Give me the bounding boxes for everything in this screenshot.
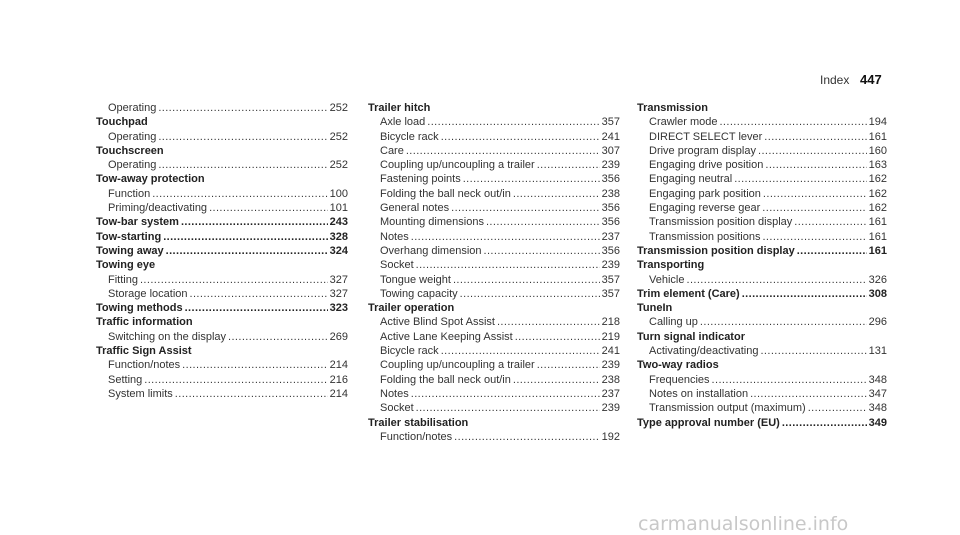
index-entry [96,101,348,115]
index-entry [96,144,348,173]
index-subentry-page-number: 162 [868,187,887,200]
index-heading-line [637,244,887,258]
index-entry [96,230,348,244]
index-subentry-line [368,201,620,215]
index-heading: Traffic information [96,316,193,329]
index-subentry-label: Notes on installation [649,387,749,400]
index-subentry-line [96,158,348,172]
index-subentry-page-number: 162 [868,202,887,215]
index-subentry-page-number: 160 [868,144,887,157]
index-subentry-label: Operating [108,130,157,143]
index-subentry-line [96,187,348,201]
dot-leader [537,358,600,372]
dot-leader [700,315,867,329]
index-subentry-page-number: 252 [329,102,348,114]
index-subentry-page-number: 356 [601,202,620,215]
dot-leader [712,373,867,387]
index-subentry-page-number: 357 [601,273,620,286]
index-subentry-label: Bicycle rack [380,130,439,143]
index-subentry-line [637,201,887,215]
index-subentry-line [368,187,620,201]
index-subentry-line [368,215,620,229]
dot-leader [411,387,600,401]
index-subentry-label: Engaging neutral [649,173,733,186]
index-subentry-page-number: 238 [601,373,620,386]
index-subentry-line [637,130,887,144]
watermark: carmanualsonline.info [638,513,849,535]
dot-leader [515,330,600,344]
index-subentry-page-number: 239 [601,259,620,272]
index-subentry-line [96,273,348,287]
index-heading: Turn signal indicator [637,330,745,343]
index-subentry-page-number: 237 [601,230,620,243]
index-subentry-line [368,130,620,144]
index-subentry-page-number: 239 [601,402,620,415]
index-heading: Tow-away protection [96,173,205,186]
index-heading-label: Transmission position display [637,244,795,257]
index-heading-label: Tow-bar system [96,216,179,229]
index-subentry-line [637,344,887,358]
index-subentry-line [96,358,348,372]
section-label: Index [820,73,850,87]
index-entry [637,416,887,430]
index-subentry-line [368,144,620,158]
dot-leader [158,101,327,115]
index-subentry-page-number: 218 [601,316,620,329]
index-entry [96,258,348,301]
dot-leader [537,158,600,172]
dot-leader [513,373,600,387]
index-subentry-page-number: 348 [868,402,887,415]
index-subentry-page-number: 357 [601,116,620,129]
index-subentry-label: Active Blind Spot Assist [380,316,495,329]
dot-leader [158,158,327,172]
index-subentry-line [637,144,887,158]
index-entry [368,416,620,445]
index-subentry-page-number: 219 [601,330,620,343]
index-subentry-label: Socket [380,402,414,415]
index-subentry-line [368,401,620,415]
index-subentry-line [368,344,620,358]
index-subentry-line [368,287,620,301]
index-subentry-page-number: 162 [868,173,887,186]
page-header [820,72,940,88]
index-entry [637,244,887,258]
dot-leader [750,387,867,401]
index-subentry-label: DIRECT SELECT lever [649,130,763,143]
dot-leader [411,230,600,244]
index-subentry-line [368,373,620,387]
index-subentry-page-number: 356 [601,244,620,257]
index-entry [637,101,887,244]
index-heading-label: Type approval number (EU) [637,416,780,429]
index-subentry-line [96,101,348,115]
dot-leader [484,244,600,258]
index-subentry-page-number: 239 [601,359,620,372]
index-subentry-page-number: 100 [329,187,348,200]
index-subentry-line [96,373,348,387]
dot-leader [152,187,327,201]
index-heading: TuneIn [637,302,673,315]
index-heading: Trailer stabilisation [368,416,469,429]
index-subentry-label: Storage location [108,287,188,300]
dot-leader [416,401,600,415]
dot-leader [797,244,867,258]
index-subentry-page-number: 161 [868,216,887,229]
index-subentry-label: Calling up [649,316,698,329]
index-subentry-line [96,130,348,144]
index-entry [96,301,348,315]
dot-leader [808,401,867,415]
index-subentry-line [637,273,887,287]
dot-leader [182,358,327,372]
index-subentry-line [637,172,887,186]
page-number: 447 [860,72,882,87]
index-subentry-line [96,201,348,215]
index-heading-page-number: 308 [868,287,887,300]
index-subentry-label: Notes [380,387,409,400]
dot-leader [454,430,599,444]
index-subentry-line [637,215,887,229]
dot-leader [763,187,867,201]
index-entry [368,301,620,415]
index-heading-line [637,287,887,301]
index-heading-page-number: 161 [868,244,887,257]
index-heading-line [96,215,348,229]
index-subentry-label: Care [380,144,404,157]
dot-leader [441,344,600,358]
index-subentry-label: Activating/deactivating [649,345,759,358]
index-subentry-label: Engaging park position [649,187,761,200]
index-heading-line [96,301,348,315]
index-subentry-page-number: 269 [329,330,348,343]
index-column-2 [368,101,620,444]
index-entry [96,344,348,401]
index-subentry-label: Setting [108,373,143,386]
index-subentry-label: Frequencies [649,373,710,386]
index-subentry-page-number: 307 [601,144,620,157]
index-subentry-page-number: 238 [601,187,620,200]
index-subentry-label: Transmission position display [649,216,793,229]
index-subentry-page-number: 161 [868,230,887,243]
index-entry [96,172,348,215]
index-subentry-label: Operating [108,102,157,114]
index-entry [637,301,887,330]
index-subentry-label: Engaging drive position [649,159,764,172]
dot-leader [764,130,866,144]
dot-leader [513,187,600,201]
index-subentry-line [96,287,348,301]
index-subentry-line [96,330,348,344]
index-subentry-line [368,230,620,244]
dot-leader [760,344,866,358]
index-subentry-label: System limits [108,387,173,400]
dot-leader [765,158,866,172]
index-subentry-page-number: 326 [868,273,887,286]
index-subentry-line [637,401,887,415]
index-heading-page-number: 243 [329,216,348,229]
index-subentry-page-number: 241 [601,345,620,358]
index-subentry-page-number: 252 [329,159,348,172]
index-subentry-label: Fastening points [380,173,461,186]
index-heading-page-number: 328 [329,230,348,243]
dot-leader [190,287,328,301]
dot-leader [719,115,866,129]
index-subentry-page-number: 356 [601,173,620,186]
index-subentry-line [368,330,620,344]
dot-leader [427,115,599,129]
index-subentry-label: Function/notes [380,430,453,443]
index-subentry-page-number: 357 [601,287,620,300]
index-subentry-label: Drive program display [649,144,756,157]
dot-leader [181,215,328,229]
dot-leader [794,215,866,229]
index-subentry-label: Switching on the display [108,330,227,343]
index-heading-page-number: 323 [329,302,348,315]
dot-leader [209,201,328,215]
dot-leader [163,230,327,244]
dot-leader [144,373,327,387]
index-subentry-line [96,387,348,401]
dot-leader [228,330,328,344]
dot-leader [762,230,866,244]
index-subentry-page-number: 192 [601,430,620,443]
index-heading-line [96,244,348,258]
index-subentry-page-number: 296 [868,316,887,329]
index-heading: Two-way radios [637,359,719,372]
index-heading-label: Towing away [96,244,164,257]
index-heading-line [637,416,887,430]
index-heading: Trailer hitch [368,102,431,114]
index-subentry-label: Fitting [108,273,138,286]
index-entry [96,115,348,144]
dot-leader [453,273,600,287]
index-subentry-label: Priming/deactivating [108,202,208,215]
index-subentry-page-number: 237 [601,387,620,400]
index-subentry-line [368,244,620,258]
index-heading: Towing eye [96,259,156,272]
index-subentry-label: Axle load [380,116,426,129]
index-subentry-line [368,158,620,172]
dot-leader [734,172,866,186]
index-entry [96,244,348,258]
index-subentry-page-number: 194 [868,116,887,129]
dot-leader [686,273,866,287]
index-heading-label: Tow-starting [96,230,162,243]
index-subentry-label: Coupling up/uncoupling a trailer [380,159,535,172]
index-heading: Trailer operation [368,302,455,315]
index-subentry-line [368,115,620,129]
index-subentry-label: Coupling up/uncoupling a trailer [380,359,535,372]
dot-leader [175,387,328,401]
index-subentry-label: Function/notes [108,359,181,372]
index-subentry-label: Bicycle rack [380,345,439,358]
dot-leader [463,172,600,186]
index-subentry-label: Transmission positions [649,230,761,243]
index-heading-label: Trim element (Care) [637,287,740,300]
index-subentry-label: Vehicle [649,273,685,286]
dot-leader [441,130,600,144]
index-subentry-label: Tongue weight [380,273,451,286]
dot-leader [166,244,328,258]
dot-leader [782,416,867,430]
index-heading: Transmission [637,102,708,114]
index-entry [96,215,348,229]
dot-leader [406,144,600,158]
dot-leader [486,215,600,229]
index-column-1 [96,101,348,401]
index-subentry-line [368,315,620,329]
index-column-3 [637,101,887,430]
index-subentry-page-number: 327 [329,273,348,286]
index-subentry-label: Transmission output (maximum) [649,402,806,415]
index-subentry-page-number: 356 [601,216,620,229]
dot-leader [140,273,328,287]
index-subentry-line [637,315,887,329]
index-heading: Touchscreen [96,144,164,157]
index-subentry-label: Folding the ball neck out/in [380,187,511,200]
index-heading: Transporting [637,259,705,272]
index-subentry-line [637,115,887,129]
index-subentry-page-number: 131 [868,345,887,358]
index-subentry-line [368,430,620,444]
index-subentry-page-number: 347 [868,387,887,400]
dot-leader [742,287,867,301]
dot-leader [451,201,600,215]
index-subentry-page-number: 241 [601,130,620,143]
dot-leader [416,258,600,272]
index-subentry-label: General notes [380,202,450,215]
index-subentry-page-number: 216 [329,373,348,386]
index-subentry-label: Notes [380,230,409,243]
index-entry [637,330,887,359]
index-subentry-page-number: 252 [329,130,348,143]
index-subentry-page-number: 101 [329,202,348,215]
index-subentry-line [637,187,887,201]
index-subentry-label: Function [108,187,151,200]
dot-leader [758,144,867,158]
index-subentry-page-number: 327 [329,287,348,300]
index-subentry-line [637,373,887,387]
index-subentry-line [368,358,620,372]
index-subentry-label: Folding the ball neck out/in [380,373,511,386]
index-heading-page-number: 349 [868,416,887,429]
dot-leader [460,287,600,301]
index-entry [637,358,887,415]
index-entry [637,287,887,301]
index-subentry-label: Socket [380,259,414,272]
index-subentry-line [637,387,887,401]
index-entry [368,101,620,301]
index-heading: Traffic Sign Assist [96,345,192,358]
index-subentry-page-number: 161 [868,130,887,143]
dot-leader [185,301,328,315]
index-heading: Touchpad [96,116,148,129]
index-heading-label: Towing methods [96,302,183,315]
dot-leader [158,130,327,144]
index-subentry-line [637,158,887,172]
dot-leader [762,201,866,215]
index-entry [96,315,348,344]
index-entry [637,258,887,287]
index-subentry-label: Mounting dimensions [380,216,484,229]
index-subentry-label: Engaging reverse gear [649,202,761,215]
index-subentry-page-number: 348 [868,373,887,386]
index-subentry-page-number: 163 [868,159,887,172]
dot-leader [497,315,600,329]
index-subentry-line [368,258,620,272]
index-subentry-page-number: 239 [601,159,620,172]
index-subentry-label: Active Lane Keeping Assist [380,330,513,343]
index-heading-line [96,230,348,244]
index-subentry-label: Towing capacity [380,287,458,300]
index-subentry-line [368,387,620,401]
index-heading-page-number: 324 [329,244,348,257]
index-subentry-label: Operating [108,159,157,172]
index-subentry-line [637,230,887,244]
index-subentry-label: Crawler mode [649,116,718,129]
index-subentry-label: Overhang dimension [380,244,482,257]
index-subentry-page-number: 214 [329,387,348,400]
index-subentry-line [368,172,620,186]
index-subentry-page-number: 214 [329,359,348,372]
index-subentry-line [368,273,620,287]
